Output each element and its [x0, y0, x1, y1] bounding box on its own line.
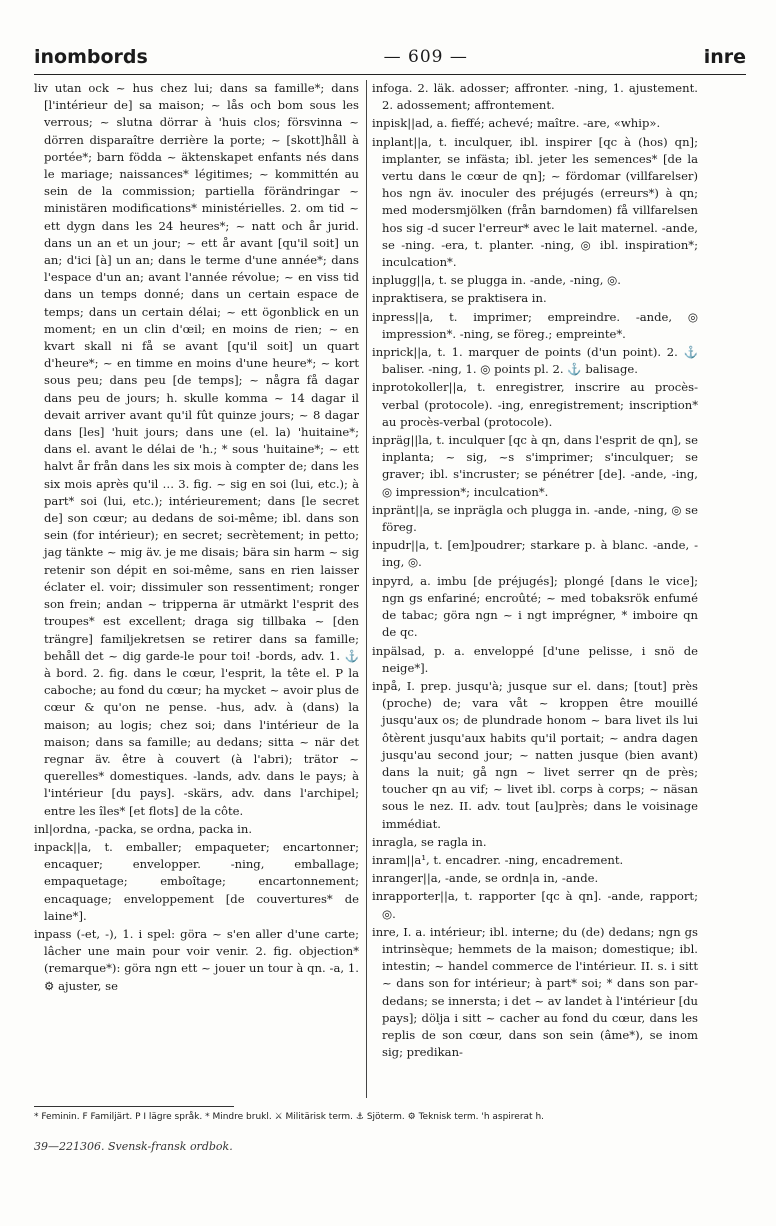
column-divider [366, 80, 367, 1098]
dictionary-entry: inprick||a, t. 1. marquer de points (d'un point). 2. ⚓ baliser. -ning, 1. ◎ points pl. 2. ⚓ balisage. [372, 345, 698, 377]
dictionary-entry: inpälsad, p. a. enveloppé [d'une pelisse, i snö de neige*]. [372, 643, 698, 675]
right-column [372, 80, 698, 1098]
page-header [34, 40, 746, 74]
dictionary-entry: inragla, se ragla in. [372, 834, 487, 849]
dictionary-entry: inprotokoller||a, t. enregistrer, inscrire au procès-verbal (protocole). -ing, enregistrement; inscription* au procès-verbal (protocole). [372, 380, 698, 429]
dictionary-entry: inpress||a, t. imprimer; empreindre. -ande, ◎ impression*. -ning, se föreg.; empreinte*. [372, 309, 698, 341]
left-column [34, 80, 359, 1098]
page-number: — 609 — [383, 47, 468, 67]
abbreviation-key: * Feminin. F Familjärt. P I lägre språk. * Mindre brukl. ⚔ Militärisk term. ⚓ Sjöterm. ⚙ Teknisk term. 'h aspirerat h. [34, 1112, 545, 1122]
dictionary-entry: inpyrd, a. imbu [de préjugés]; plongé [dans le vice]; ngn gs enfariné; encroûté; ~ med tobaksrök enfumé de tabac; göra ngn ~ i ngt imprégner, * imboire qn de qc. [372, 573, 698, 640]
footnote-rule [34, 1106, 234, 1107]
dictionary-entry: liv utan ock ~ hus chez lui; dans sa famille*; dans [l'intérieur de] sa maison; ~ lås och bom sous les verrous; ~ slutna dörrar à 'huis clos; försvinna ~ dörren disparaître derrière la porte; ~ [skott]håll à portée*; barn födda ~ äktenskapet enfants nés dans le mariage; naissances* légitimes; ~ kommittén au sein de la commission; partiella förändringar ~ ministären modifications* ministérielles. 2. om tid ~ ett dygn dans les 24 heures*; ~ natt och år jurid. dans un an et un jour; ~ ett år avant [qu'il soit] un an; d'ici [à] un an; dans le terme d'une année*; dans l'espace d'un an; avant l'année révolue; ~ en viss tid dans un temps donné; dans un certain espace de temps; dans un certain délai; ~ ett ögonblick en un moment; en un clin d'œil; en moins de rien; ~ en kvart skall ni få se avant [qu'il soit] un quart d'heure*; ~ en timme en moins d'une heure*; ~ kort sous peu; dans peu [de temps]; ~ några få dagar dans peu de jours; h. skulle komma ~ 14 dagar il devait arriver avant qu'il fût quinze jours; ~ 8 dagar dans [les] 'huit jours; dans une (el. la) 'huitaine*; dans el. avant le délai de 'h.; * sous 'huitaine*; ~ ett halvt år från dans les six mois à compter de; dans les six mois après qu'il … 3. fig. ~ sig en soi (lui, etc.); à part* soi (lui, etc.); intérieurement; dans [le secret de] son cœur; au dedans de soi-même; ibl. dans son sein (for intérieur); en secret; secrètement; in petto; jag tänkte ~ mig äv. je me disais; bära sin harm ~ sig retenir son dépit en soi-même, sans en rien laisser éclater el. voir; dissimuler son ressentiment; ronger son frein; andan ~ tripperna är utmärkt l'esprit des troupes* est excellent; draga sig tillbaka ~ [den trängre] familjekretsen se retirer dans sa famille; behåll det ~ dig garde-le pour toi! -bords, adv. 1. ⚓ à bord. 2. fig. dans le cœur, l'esprit, la tête el. P la caboche; au fond du cœur; ha mycket ~ avoir plus de cœur & qu'on ne pense. -hus, adv. à (dans) la maison; au logis; chez soi; dans l'intérieur de la maison; dans sa famille; au dedans; sitta ~ när det regnar äv. être à couvert (à l'abri); trätor ~ querelles* domestiques. -lands, adv. dans le pays; à l'intérieur [du pays]. -skärs, adv. dans l'archipel; entre les îles* [et flots] de la côte. [34, 81, 359, 818]
dictionary-entry: inpass (-et, -), 1. i spel: göra ~ s'en aller d'une carte; lâcher une main pour voir venir. 2. fig. objection* (remarque*): göra ngn ett ~ jouer un tour à qn. -a, 1. ⚙ ajuster, se [34, 926, 359, 993]
dictionary-entry: inpisk||ad, a. fieffé; achevé; maître. -are, «whip». [372, 116, 661, 131]
dictionary-entry: infoga. 2. läk. adosser; affronter. -ning, 1. ajustement. 2. adossement; affrontement. [372, 81, 698, 113]
dictionary-entry: inpränt||a, se inprägla och plugga in. -ande, -ning, ◎ se föreg. [372, 502, 698, 535]
dictionary-entry: inram||a¹, t. encadrer. -ning, encadrement. [372, 852, 624, 867]
header-rule [34, 74, 746, 75]
dictionary-entry: inre, I. a. intérieur; ibl. interne; du (de) dedans; ngn gs intrinsèque; hemmets de la maison; domestique; ibl. intestin; ~ handel commerce de l'intérieur. II. s. i sitt ~ dans son for intérieur; à part* soi; * dans son par-dedans; se innersta; i det ~ av landet à l'intérieur [du pays]; dölja i sitt ~ cacher au fond du cœur, dans les replis de son cœur, dans son sein (âme*), se inom sig; predikan- [372, 924, 698, 1060]
dictionary-entry: inpack||a, t. emballer; empaqueter; encartonner; encaquer; envelopper. -ning, emballage; empaquetage; emboîtage; encartonnement; encaquage; enveloppement [de couvertures* de laine*]. [34, 839, 359, 923]
dictionary-entry: inrapporter||a, t. rapporter [qc à qn]. -ande, rapport; ◎. [372, 889, 698, 921]
dictionary-entry: inpräg||la, t. inculquer [qc à qn, dans l'esprit de qn], se inplanta; ~ sig, ~s s'imprimer; s'inculquer; se graver; ibl. s'incruster; se pénétrer [de]. -ande, -ing, ◎ impression*; inculcation*. [372, 433, 698, 499]
guide-word-right: inre [703, 46, 746, 68]
dictionary-entry: inpudr||a, t. [em]poudrer; starkare p. à blanc. -ande, -ing, ◎. [372, 538, 698, 570]
dictionary-entry: inranger||a, -ande, se ordn|a in, -ande. [372, 871, 599, 886]
dictionary-entry: inpå, I. prep. jusqu'à; jusque sur el. dans; [tout] près (proche) de; vara våt ~ kroppen être mouillé jusqu'aux os; de plundrade honom ~ bara livet ils lui ôtèrent jusqu'aux habits qu'il portait; ~ andra dagen jusqu'au second jour; ~ natten jusque (bien avant) dans la nuit; gå ngn ~ livet serrer qn de près; toucher qn au vif; ~ livet ibl. corps à corps; ~ näsan sous le nez. II. adv. tout [au]près; dans le voisinage immédiat. [372, 678, 698, 831]
dictionary-entry: inplugg||a, t. se plugga in. -ande, -ning, ◎. [372, 273, 621, 288]
dictionary-entry: inplant||a, t. inculquer, ibl. inspirer [qc à (hos) qn]; implanter, se infästa; ibl. jeter les semences* [de la vertu dans le cœur de qn]; ~ fördomar (villfarelser) hos ngn äv. inoculer des préjugés (erreurs*) à qn; med modersmjölken (från barndomen) få villfarelsen hos sig -d sucer l'erreur* avec le lait maternel. -ande, se -ning. -era, t. planter. -ning, ◎ ibl. inspiration*; inculcation*. [372, 134, 698, 270]
signature-line: 39—221306. Svensk-fransk ordbok. [34, 1140, 233, 1153]
dictionary-entry: inl|ordna, -packa, se ordna, packa in. [34, 821, 253, 836]
dictionary-entry: inpraktisera, se praktisera in. [372, 291, 547, 306]
guide-word-left: inombords [34, 46, 148, 68]
